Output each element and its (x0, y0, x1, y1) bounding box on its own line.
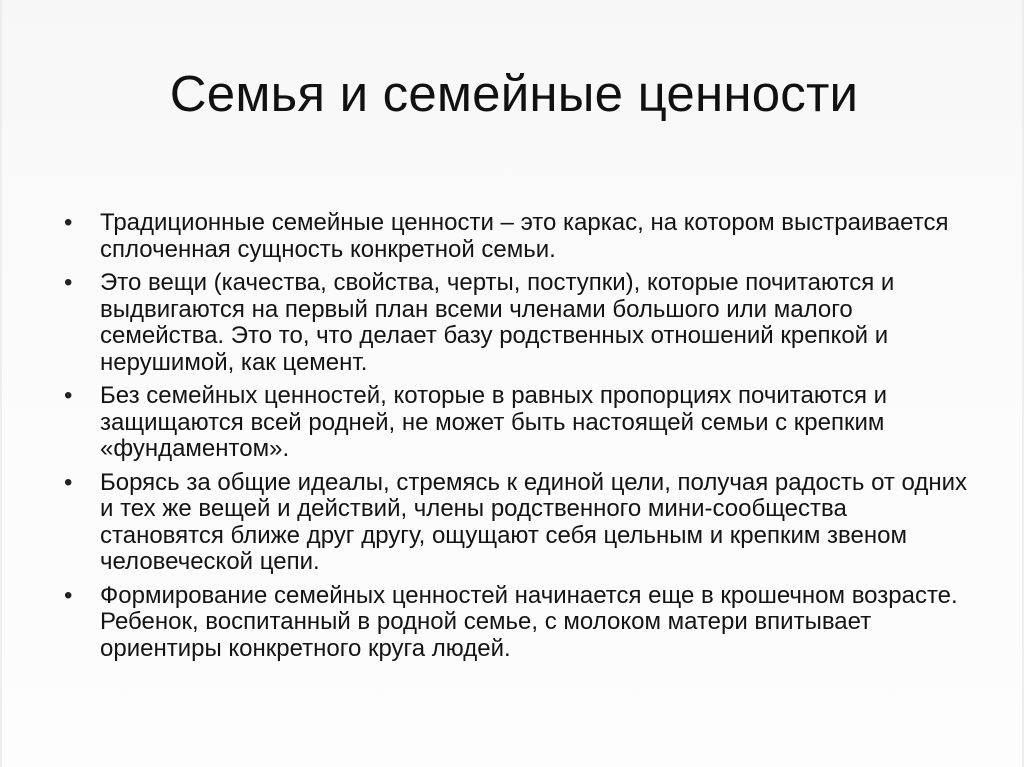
bullet-text: Формирование семейных ценностей начинается еще в крошечном возрасте. Ребенок, воспитанный в родной семье, с молоком матери впитывает ориентиры конкретного круга людей. (100, 581, 958, 662)
bullet-text: Без семейных ценностей, которые в равных пропорциях почитаются и защищаются всей родней, не может быть настоящей семьи с крепким «фундаментом». (100, 382, 888, 462)
slide-title: Семья и семейные ценности (169, 65, 859, 122)
bullet-icon: • (64, 468, 73, 496)
bullet-icon: • (64, 581, 73, 609)
list-item (64, 470, 969, 576)
bullet-list (64, 210, 969, 669)
list-item (64, 210, 969, 263)
bullet-text: Борясь за общие идеалы, стремясь к единой цели, получая радость от одних и тех же вещей и действий, члены родственного мини-сообщества становятся ближе друг другу, ощущают себя цельным и крепким звеном человеческой цепи. (100, 468, 968, 575)
list-item (64, 270, 969, 376)
bullet-text: Традиционные семейные ценности – это каркас, на котором выстраивается сплоченная сущность конкретной семьи. (100, 209, 949, 263)
bullet-text: Это вещи (качества, свойства, черты, поступки), которые почитаются и выдвигаются на первый план всеми членами большого или малого семейства. Это то, что делает базу родственных отношений крепкой и нерушимой, как цемент. (100, 269, 895, 376)
list-item (64, 583, 969, 663)
bullet-icon: • (64, 382, 73, 409)
bullet-icon: • (64, 209, 73, 236)
list-item (64, 383, 969, 463)
bullet-icon: • (64, 269, 73, 296)
